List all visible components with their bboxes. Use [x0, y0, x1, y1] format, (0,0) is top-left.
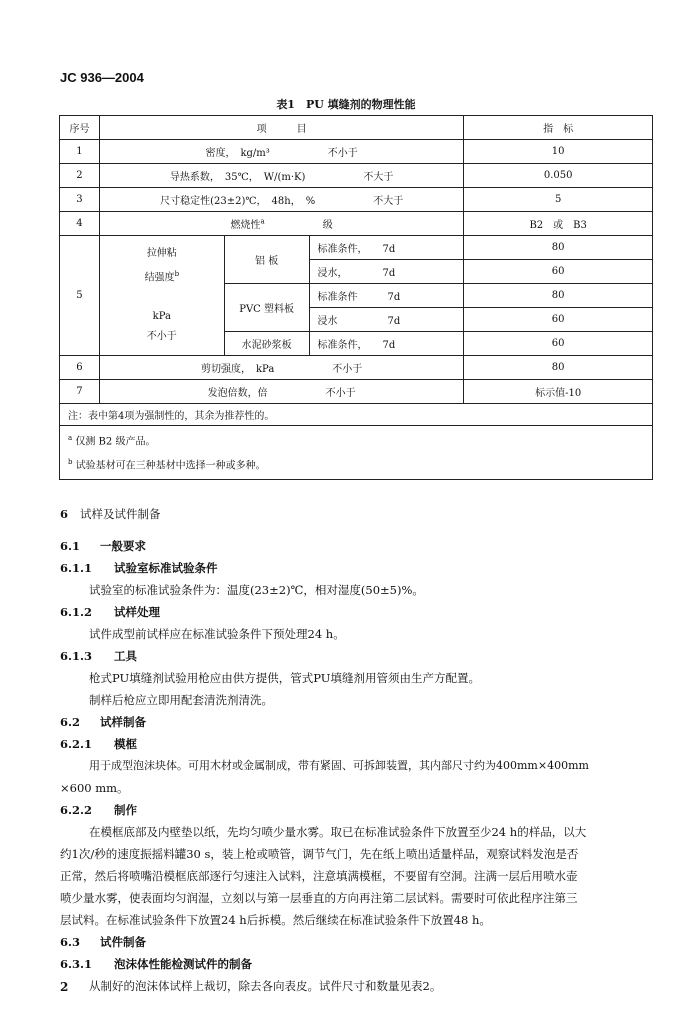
row-value: 60	[464, 308, 653, 332]
item-requirement: 不大于	[373, 196, 404, 207]
row-value: 0.050	[464, 164, 653, 188]
footnote-marker: a	[260, 217, 265, 226]
item-requirement: 不小于	[332, 364, 363, 375]
row-value: 标示值-10	[464, 380, 653, 404]
section-heading-6-1-2: 6.1.2 试样处理	[60, 605, 160, 619]
section-heading-6-2-2: 6.2.2 制作	[60, 803, 137, 817]
condition-cell: 标准条件， 7d	[309, 236, 464, 260]
paragraph-line: 正常，然后将喷嘴沿模框底部逐行匀速注入试料，注意填满模框，不要留有空洞。注满一层后用喷水壶	[60, 869, 578, 883]
section-heading-6-2: 6.2 试样制备	[60, 715, 146, 729]
section-heading-6: 6 试样及试件制备	[60, 507, 161, 521]
paragraph: 枪式PU填缝剂试验用枪应由供方提供，管式PU填缝剂用管须由生产方配置。	[89, 671, 480, 685]
item-text: 剪切强度， kPa	[200, 364, 275, 375]
paragraph: 试件成型前试样应在标准试验条件下预处理24 h。	[89, 627, 345, 641]
footnote-a: $^a$ 仅测 B2 级产品。	[68, 434, 156, 448]
row-item	[99, 140, 463, 164]
row-value: 5	[464, 188, 653, 212]
substrate-name: 水泥砂浆板	[224, 332, 309, 356]
paragraph: 从制好的泡沫体试样上裁切，除去各向表皮。试件尺寸和数量见表2。	[89, 979, 442, 993]
table-footnote-row	[60, 426, 653, 480]
substrate-name: PVC 塑料板	[224, 284, 309, 332]
row-value: 80	[464, 284, 653, 308]
condition-cell: 浸水， 7d	[309, 260, 464, 284]
paragraph-line: 喷少量水雾，使表面均匀润湿，立刻以与第一层垂直的方向再注第二层试料。需要时可依此程序注第三	[60, 891, 578, 905]
item-requirement: 级	[322, 220, 333, 231]
row-value: 80	[464, 236, 653, 260]
row-item	[99, 356, 463, 380]
row-item	[99, 164, 463, 188]
body-text	[60, 503, 660, 997]
paragraph-line: 约1次/秒的速度振摇料罐30 s，装上枪或喷管，调节气门，先在纸上喷出适量样品，观察试料发泡是否	[60, 847, 579, 861]
row-value: B2 或 B3	[464, 212, 653, 236]
group-label-line1: 拉伸粘	[146, 248, 177, 260]
item-text: 密度， kg/m³	[205, 148, 270, 159]
paragraph: 在模框底部及内壁垫以纸，先均匀喷少量水雾。取已在标准试验条件下放置至少24 h的样品，以大	[89, 825, 587, 839]
row-no: 5	[60, 236, 100, 356]
paragraph-continuation: ×600 mm。	[60, 781, 129, 795]
table-note-row	[60, 404, 653, 426]
row-value: 10	[464, 140, 653, 164]
row-item	[99, 212, 463, 236]
section-heading-6-1-1: 6.1.1 试验室标准试验条件	[60, 561, 218, 575]
footnote-marker: b	[174, 270, 180, 279]
section-heading-6-2-1: 6.2.1 模框	[60, 737, 137, 751]
paragraph: 制样后枪应立即用配套清洗剂清洗。	[89, 693, 273, 707]
bond-strength-label	[99, 236, 224, 356]
properties-table	[59, 115, 653, 480]
section-heading-6-1-3: 6.1.3 工具	[60, 649, 137, 663]
row-item	[99, 188, 463, 212]
row-no: 4	[60, 212, 100, 236]
paragraph: 试验室的标准试验条件为：温度(23±2)℃，相对湿度(50±5)%。	[89, 583, 424, 597]
page-number: 2	[60, 980, 69, 994]
substrate-name: 铝 板	[224, 236, 309, 284]
table-row	[60, 188, 653, 212]
item-text: 导热系数， 35℃， W/(m·K)	[169, 172, 306, 183]
table-caption: 表1 PU 填缝剂的物理性能	[276, 98, 416, 111]
row-no: 3	[60, 188, 100, 212]
item-requirement: 不小于	[327, 148, 358, 159]
section-heading-6-3-1: 6.3.1 泡沫体性能检测试件的制备	[60, 957, 252, 971]
group-requirement: 不小于	[146, 330, 177, 342]
row-no: 6	[60, 356, 100, 380]
group-label-line2: 结强度$^b$	[144, 270, 180, 284]
table-footnotes	[60, 426, 653, 480]
header-cell-value: 指 标	[464, 116, 653, 140]
group-unit: kPa	[152, 310, 171, 322]
footnote-b: $^b$ 试验基材可在三种基材中选择一种或多种。	[68, 458, 266, 472]
table-note: 注：表中第4项为强制性的，其余为推荐性的。	[60, 404, 653, 426]
row-value: 80	[464, 356, 653, 380]
item-text: 发泡倍数，倍	[207, 388, 268, 399]
table-row	[60, 140, 653, 164]
standard-code: JC 936—2004	[60, 70, 144, 85]
row-no: 2	[60, 164, 100, 188]
table-row	[60, 212, 653, 236]
row-value: 60	[464, 332, 653, 356]
paragraph-line: 层试料。在标准试验条件下放置24 h后拆模。然后继续在标准试验条件下放置48 h。	[60, 913, 491, 927]
section-heading-6-1: 6.1 一般要求	[60, 539, 146, 553]
row-value: 60	[464, 260, 653, 284]
section-heading-6-3: 6.3 试件制备	[60, 935, 146, 949]
item-text: 燃烧性	[230, 220, 261, 231]
item-requirement: 不小于	[325, 388, 356, 399]
table-row	[60, 356, 653, 380]
header-cell-no: 序号	[60, 116, 100, 140]
header-cell-item: 项 目	[99, 116, 463, 140]
table-row	[60, 164, 653, 188]
condition-cell: 标准条件， 7d	[309, 332, 464, 356]
row-item	[99, 380, 463, 404]
table-row	[60, 380, 653, 404]
table-header-row	[60, 116, 653, 140]
row-no: 7	[60, 380, 100, 404]
paragraph: 用于成型泡沫块体。可用木材或金属制成，带有紧固、可拆卸装置，其内部尺寸约为400mm×400mm	[89, 759, 589, 772]
row-no: 1	[60, 140, 100, 164]
item-requirement: 不大于	[363, 172, 394, 183]
item-text: 尺寸稳定性(23±2)℃， 48h， %	[160, 196, 316, 207]
table-row	[60, 236, 653, 260]
condition-cell: 浸水 7d	[309, 308, 464, 332]
condition-cell: 标准条件 7d	[309, 284, 464, 308]
